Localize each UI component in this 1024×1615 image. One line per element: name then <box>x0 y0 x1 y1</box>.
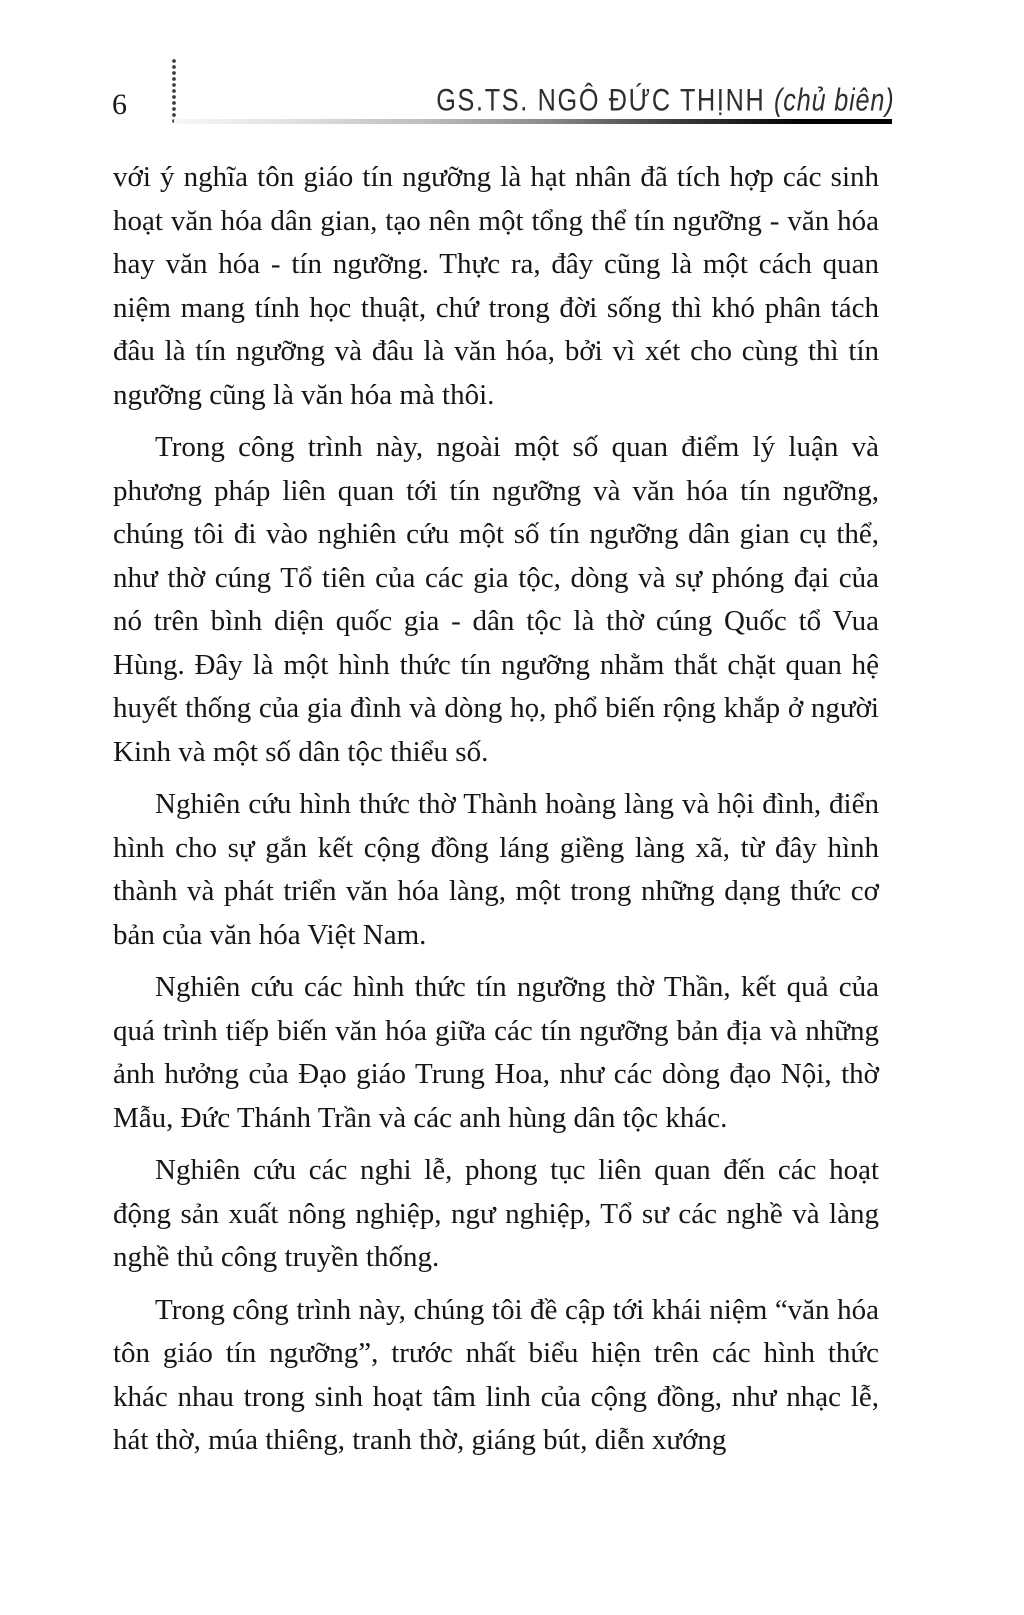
paragraph: Nghiên cứu các nghi lễ, phong tục liên quan đến các hoạt động sản xuất nông nghiệp, ngư nghiệp, Tổ sư các nghề và làng nghề thủ công truyền thống. <box>113 1154 879 1273</box>
chain-ornament-icon <box>171 58 177 124</box>
page-header <box>0 0 1024 130</box>
paragraph: Trong công trình này, chúng tôi đề cập tới khái niệm “văn hóa tôn giáo tín ngưỡng”, trước nhất biểu hiện trên các hình thức khác nhau trong sinh hoạt tâm linh của cộng đồng, như nhạc lễ, hát thờ, múa thiêng, tranh thờ, giáng bút, diễn xướng <box>113 1293 879 1456</box>
page-number: 6 <box>112 88 127 121</box>
paragraph: Trong công trình này, ngoài một số quan điểm lý luận và phương pháp liên quan tới tín ngưỡng và văn hóa tín ngưỡng, chúng tôi đi vào nghiên cứu một số tín ngưỡng dân gian cụ thể, như thờ cúng Tổ tiên của các gia tộc, dòng và sự phóng đại của nó trên bình diện quốc gia - dân tộc là thờ cúng Quốc tổ Vua Hùng. Đây là một hình thức tín ngưỡng nhằm thắt chặt quan hệ huyết thống của gia đình và dòng họ, phổ biến rộng khắp ở người Kinh và một số dân tộc thiểu số. <box>113 431 879 768</box>
header-gradient-rule <box>174 119 892 124</box>
running-header <box>436 83 894 119</box>
header-author-role: (chủ biên) <box>773 83 894 118</box>
page-body <box>113 156 879 1472</box>
paragraph: Nghiên cứu hình thức thờ Thành hoàng làng và hội đình, điển hình cho sự gắn kết cộng đồng láng giềng làng xã, từ đây hình thành và phát triển văn hóa làng, một trong những dạng thức cơ bản của văn hóa Việt Nam. <box>113 788 879 951</box>
paragraph: với ý nghĩa tôn giáo tín ngưỡng là hạt nhân đã tích hợp các sinh hoạt văn hóa dân gian, tạo nên một tổng thể tín ngưỡng - văn hóa hay văn hóa - tín ngưỡng. Thực ra, đây cũng là một cách quan niệm mang tính học thuật, chứ trong đời sống thì khó phân tách đâu là tín ngưỡng và đâu là văn hóa, bởi vì xét cho cùng thì tín ngưỡng cũng là văn hóa mà thôi. <box>113 161 879 411</box>
header-author-name: GS.TS. NGÔ ĐỨC THỊNH <box>435 83 774 118</box>
paragraph: Nghiên cứu các hình thức tín ngưỡng thờ Thần, kết quả của quá trình tiếp biến văn hóa giữa các tín ngưỡng bản địa và những ảnh hưởng của Đạo giáo Trung Hoa, như các dòng đạo Nội, thờ Mẫu, Đức Thánh Trần và các anh hùng dân tộc khác. <box>113 971 879 1134</box>
